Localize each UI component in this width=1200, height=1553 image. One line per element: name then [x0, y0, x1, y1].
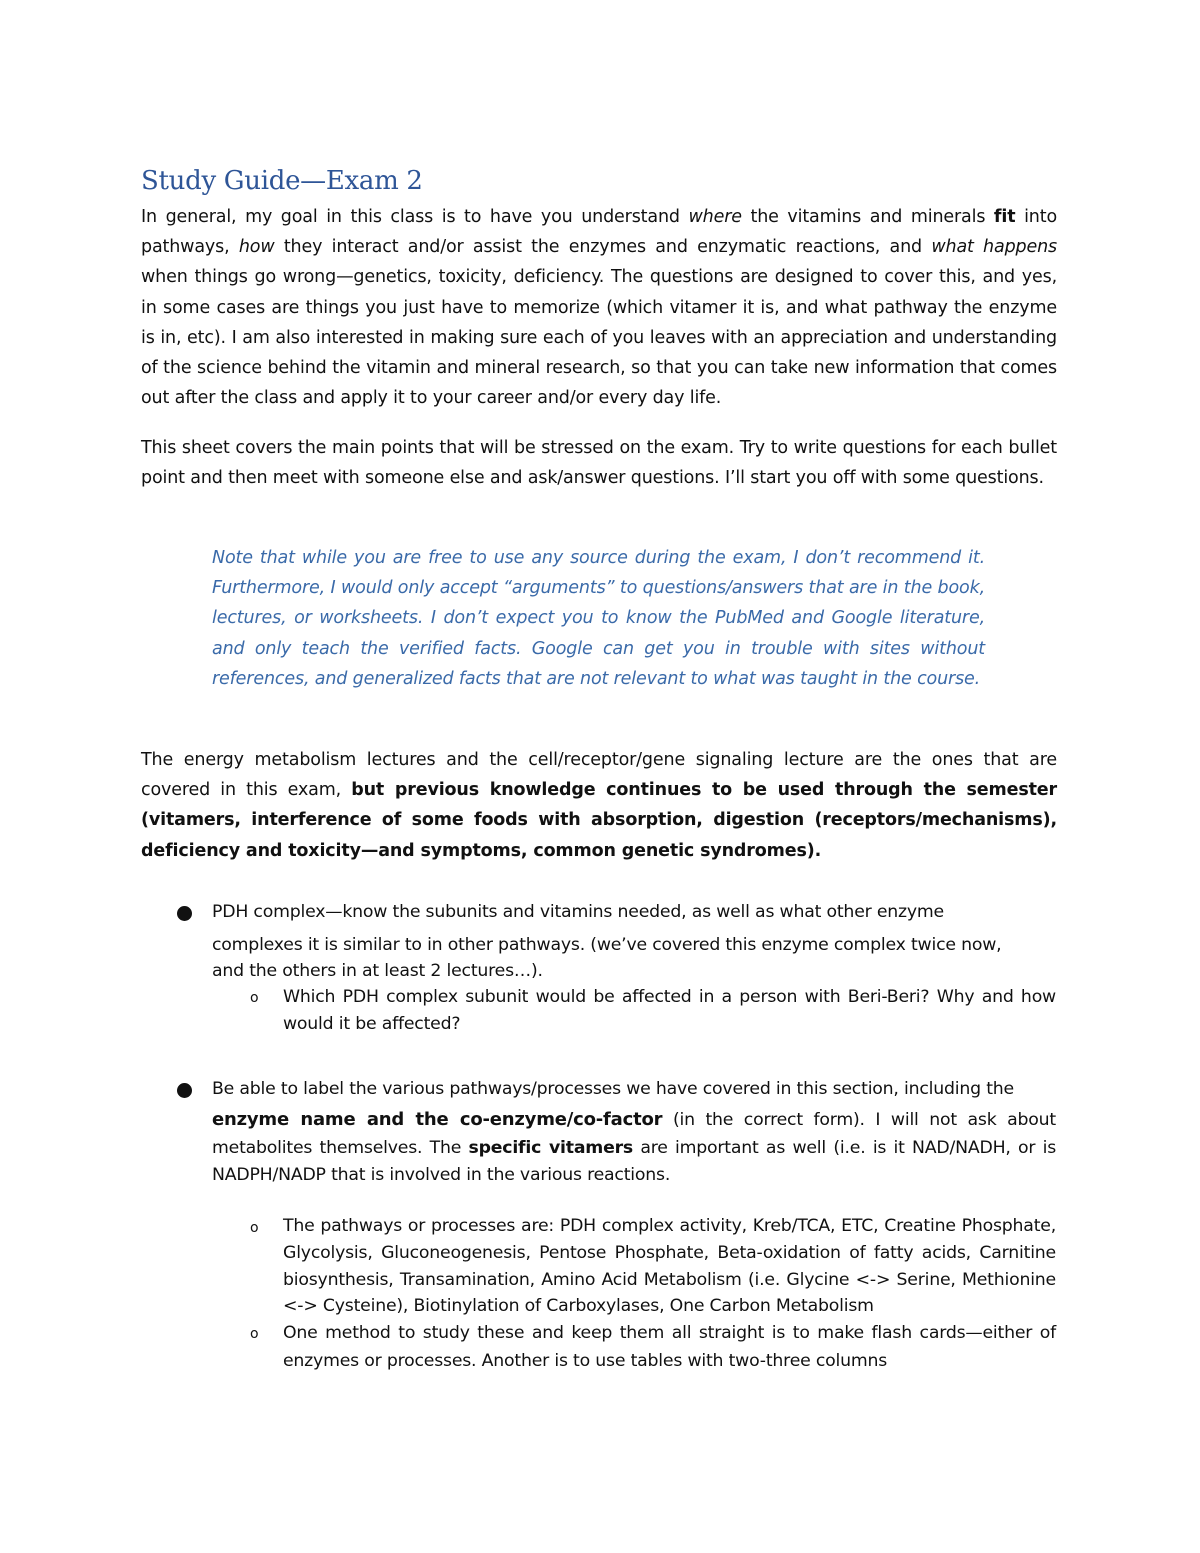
sub-bullet-icon: o	[250, 990, 259, 1006]
coverage-paragraph	[141, 745, 1057, 866]
intro-text-3: into pathways,	[141, 207, 1057, 258]
bullet-2-text	[212, 1075, 1056, 1104]
coverage-bold: but previous knowledge continues to be used through the semester (vitamers, interference of some foods with absorption, digestion (receptors/mechanisms), deficiency and toxicity—and symptoms, common genetic syndromes).	[141, 780, 1058, 861]
bullet-2-continuation	[212, 1106, 1056, 1190]
document-title: Study Guide—Exam 2	[141, 166, 423, 196]
sub-bullet-2-2-text: One method to study these and keep them all straight is to make flash cards—either of enzymes or processes. Another is to use tables with two-three columns	[283, 1323, 1056, 1371]
intro-text-4: they interact and/or assist the enzymes and enzymatic reactions, and	[274, 237, 932, 258]
bullet-1-continuation	[212, 932, 1056, 984]
intro-how: how	[238, 237, 275, 258]
sub-bullet-icon: o	[250, 1220, 259, 1236]
intro-text-1: In general, my goal in this class is to have you understand	[141, 207, 689, 227]
intro-fit: fit	[993, 207, 1016, 227]
bullet-1-line-2: complexes it is similar to in other pathways. (we’ve covered this enzyme complex twice now,	[212, 935, 1002, 955]
sheet-note-paragraph: This sheet covers the main points that will be stressed on the exam. Try to write questions for each bullet point and then meet with someone else and ask/answer questions. I’ll start you off with some questions.	[141, 438, 1057, 489]
bullet-icon	[177, 906, 192, 921]
intro-paragraph	[141, 202, 1057, 413]
intro-what-happens: what happens	[931, 237, 1058, 258]
intro-text-2: the vitamins and minerals	[741, 207, 994, 227]
sub-bullet-1-1-text: Which PDH complex subunit would be affected in a person with Beri-Beri? Why and how would it be affected?	[283, 987, 1056, 1034]
sub-bullet-icon: o	[250, 1326, 259, 1342]
bullet-1-text	[212, 898, 1056, 927]
sub-bullet-2-1-text: The pathways or processes are: PDH complex activity, Kreb/TCA, ETC, Creatine Phosphate, Glycolysis, Gluconeogenesis, Pentose Phosphate, Beta-oxidation of fatty acids, Carnitine biosynthesis, Transamination, Amino Acid Metabolism (i.e. Glycine <-> Serine, Methionine <-> Cysteine), Biotinylation of Carboxylases, One Carbon Metabolism	[283, 1216, 1056, 1317]
bullet-icon	[177, 1083, 192, 1098]
intro-where: where	[688, 207, 742, 227]
bullet-2-line-1: Be able to label the various pathways/processes we have covered in this section, including the	[212, 1079, 1014, 1099]
bullet-1-line-3: and the others in at least 2 lectures…).	[212, 961, 543, 981]
coverage-plain: The energy metabolism lectures and the cell/receptor/gene signaling lecture are the ones that are covered in this exam,	[141, 750, 1057, 801]
intro-text-5: when things go wrong—genetics, toxicity, deficiency. The questions are designed to cover this, and yes, in some cases are things you just have to memorize (which vitamer it is, and what pathway the enzyme is in, etc). I am also interested in making sure each of you leaves with an appreciation and understanding of the science behind the vitamin and mineral research, so that you can take new information that comes out after the class and apply it to your career and/or every day life.	[141, 267, 1057, 409]
source-note-paragraph: Note that while you are free to use any source during the exam, I don’t recommend it. Furthermore, I would only accept “arguments” to questions/answers that are in the book, lectures, or worksheets. I don’t expect you to know the PubMed and Google literature, and only teach the verified facts. Google can get you in trouble with sites without references, and generalized facts that are not relevant to what was taught in the course.	[212, 548, 985, 689]
bullet-2-bold-1: enzyme name and the co-enzyme/co-factor	[212, 1109, 663, 1130]
bullet-2-seg-2: are important as well (i.e. is it NAD/NADH, or is NADPH/NADP that is involved in the various reactions.	[212, 1137, 1056, 1185]
bullet-1-line-1: PDH complex—know the subunits and vitamins needed, as well as what other enzyme	[212, 902, 944, 922]
bullet-2-seg-1: (in the correct form). I will not ask about metabolites themselves. The	[212, 1110, 1057, 1158]
bullet-2-bold-2: specific vitamers	[468, 1137, 634, 1158]
